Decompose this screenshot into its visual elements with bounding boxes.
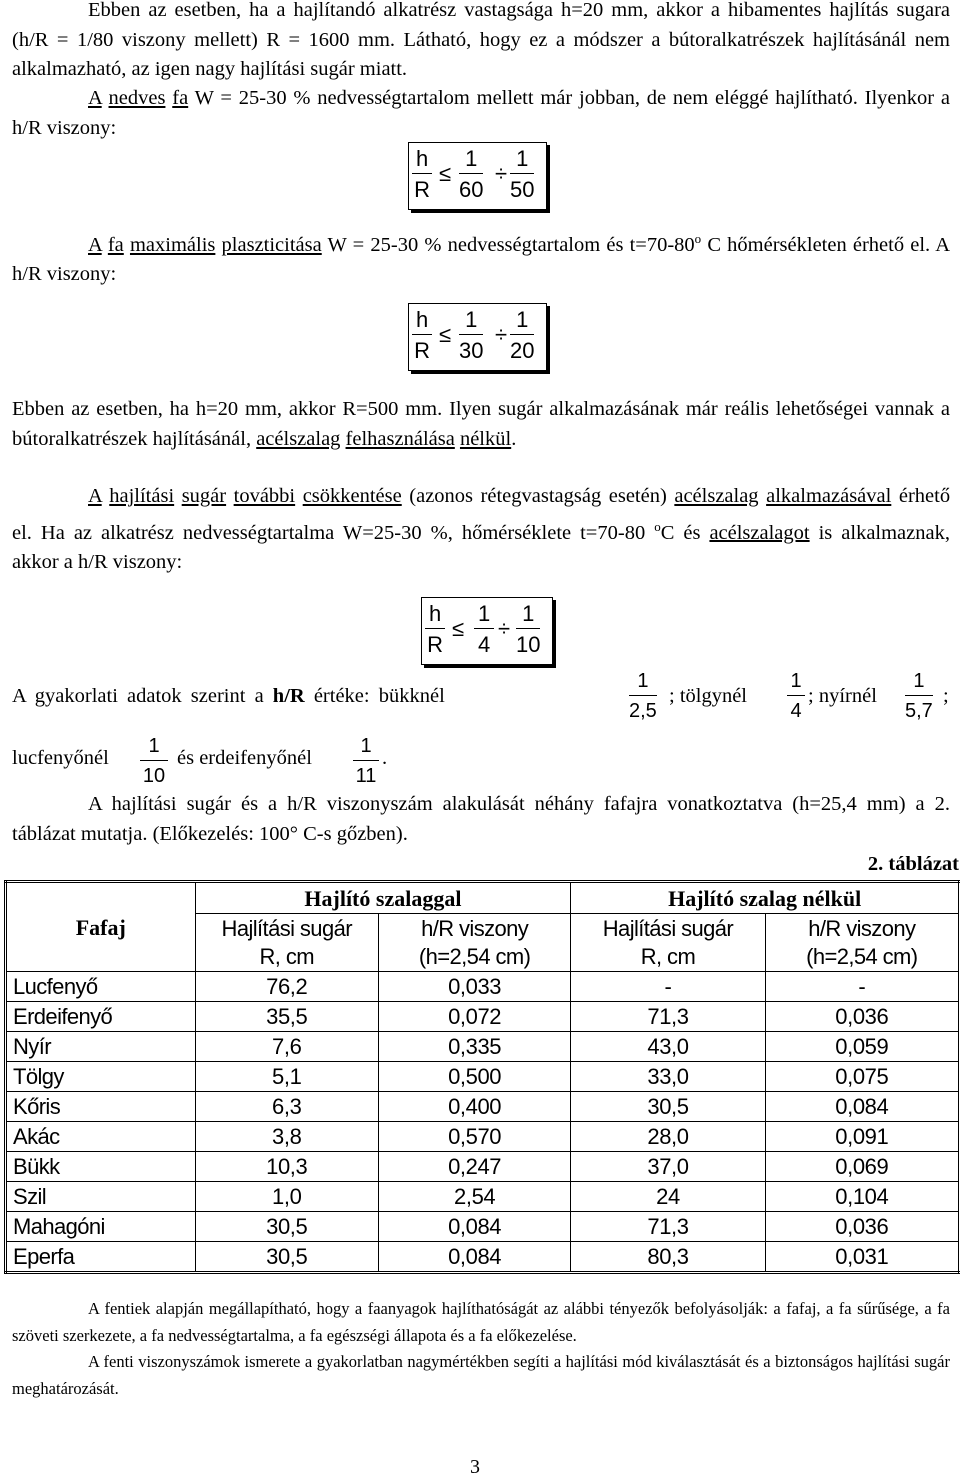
cell-value: 0,059	[765, 1032, 959, 1062]
underlined-word: maximális	[129, 233, 216, 256]
paragraph-6: A hajlítási sugár és a h/R viszonyszám alakulását néhány fafajra vonatkoztatva (h=25,4 mm) a 2. táblázat mutatja. (Előkezelés: 100° C-s gőzben).	[12, 793, 950, 845]
fraction-h-over-R: $\frac{h}{R}$	[412, 307, 432, 364]
underlined-word: felhasználása	[345, 427, 455, 450]
paragraph-text: és erdeifenyőnél	[177, 747, 312, 769]
degree-superscript: o	[654, 518, 661, 534]
less-equal-sign: ≤	[439, 161, 452, 186]
note-paragraph-2: A fenti viszonyszámok ismerete a gyakorlatban nagymértékben segíti a hajlítási mód kiválasztását és a biztonságos hajlítási sugár meghatározását.	[12, 1352, 950, 1398]
paragraph-4	[12, 395, 950, 454]
cell-value: 0,084	[765, 1092, 959, 1122]
cell-value: 3,8	[195, 1122, 378, 1152]
species-table	[4, 880, 960, 1274]
division-sign: ÷	[498, 616, 511, 641]
formula-box-3	[421, 597, 553, 665]
degree-superscript: o	[694, 231, 702, 246]
cell-value: 0,104	[765, 1182, 959, 1212]
underlined-word: A	[88, 233, 102, 256]
subheader-line: R, cm	[259, 943, 314, 969]
cell-value: 30,5	[195, 1212, 378, 1242]
subheader-line: (h=2,54 cm)	[418, 943, 531, 969]
cell-value: 0,075	[765, 1062, 959, 1092]
fraction-h-over-R: $\frac{h}{R}$	[425, 601, 445, 658]
fraction-1-over-50: $\frac{1}{50}$	[510, 146, 535, 202]
practical-values-line	[12, 682, 445, 712]
cell-value: 43,0	[571, 1032, 765, 1062]
subheader-line: Hajlítási sugár	[221, 915, 352, 941]
paragraph-text: A gyakorlati adatok szerint a	[12, 685, 273, 707]
bold-term: h/R	[272, 685, 305, 707]
paragraph-text: ;	[943, 685, 949, 707]
cell-species: Eperfa	[6, 1242, 196, 1273]
cell-value: 0,247	[378, 1152, 570, 1182]
underlined-word: hajlítási	[109, 485, 175, 507]
paragraph-text: W = 25-30 % nedvességtartalom és t=70-80	[321, 233, 695, 256]
cell-value: 76,2	[195, 972, 378, 1002]
table-row	[6, 1242, 960, 1273]
header-without-strap: Hajlító szalag nélkül	[571, 882, 960, 914]
cell-value: 10,3	[195, 1152, 378, 1182]
cell-value: 6,3	[195, 1092, 378, 1122]
subheader-line: h/R viszony	[808, 915, 916, 941]
header-species: Fafaj	[6, 882, 196, 972]
cell-value: 0,069	[765, 1152, 959, 1182]
subheader-line: h/R viszony	[421, 915, 529, 941]
underlined-word: plaszticitása	[221, 233, 322, 256]
cell-species: Mahagóni	[6, 1212, 196, 1242]
paragraph-text: C és	[660, 521, 710, 544]
less-equal-sign: ≤	[452, 616, 465, 641]
cell-value: 71,3	[571, 1212, 765, 1242]
cell-species: Lucfenyő	[6, 972, 196, 1002]
fraction-1-over-4: $\frac{1}{4}$	[474, 601, 494, 658]
paragraph-1: Ebben az esetben, ha a hajlítandó alkatrész vastagsága h=20 mm, akkor a hibamentes hajlítás sugara (h/R = 1/80 viszony mellett) R = 1600 mm. Látható, hogy ez a módszer a bútoralkatrészek hajlításánál nem alkalmazható, az igen nagy hajlítási sugár miatt.	[12, 0, 950, 80]
cell-species: Tölgy	[6, 1062, 196, 1092]
fraction-birch: $\frac{1}{5,7}$	[905, 670, 933, 722]
cell-value: 0,400	[378, 1092, 570, 1122]
underlined-word: A	[88, 87, 102, 109]
cell-species: Nyír	[6, 1032, 196, 1062]
cell-value: 35,5	[195, 1002, 378, 1032]
cell-value: 28,0	[571, 1122, 765, 1152]
paragraph-text: lucfenyőnél	[12, 747, 109, 769]
table-row	[6, 1062, 960, 1092]
table-caption: 2. táblázat	[867, 853, 959, 875]
subheader-line: R, cm	[640, 943, 696, 969]
fraction-1-over-10: $\frac{1}{10}$	[516, 601, 541, 657]
cell-value: 24	[571, 1182, 765, 1212]
subheader-radius	[571, 914, 765, 972]
fraction-h-over-R: $\frac{h}{R}$	[412, 146, 432, 203]
header-with-strap: Hajlító szalaggal	[195, 882, 571, 914]
formula-box-1	[408, 142, 547, 210]
fraction-spruce: $\frac{1}{10}$	[140, 734, 168, 788]
underlined-word: további	[233, 485, 296, 507]
fraction-1-over-20: $\frac{1}{20}$	[510, 307, 535, 363]
paragraph-text: C hőmérsékleten érhető el. A h/R viszony:	[12, 233, 951, 286]
table-row	[6, 1002, 960, 1032]
subheader-ratio	[378, 914, 570, 972]
cell-value: 0,033	[378, 972, 570, 1002]
subheader-line: (h=2,54 cm)	[806, 943, 918, 969]
paragraph-text: ; tölgynél	[669, 685, 748, 707]
underlined-word: A	[88, 485, 102, 507]
underlined-word: acélszalag	[256, 427, 341, 450]
page-number: 3	[470, 1456, 480, 1478]
cell-value: 0,570	[378, 1122, 570, 1152]
paragraph-text: .	[511, 427, 517, 450]
paragraph-3	[12, 224, 950, 290]
paragraph-text: W = 25-30 % nedvességtartalom mellett már jobban, de nem eléggé hajlítható. Ilyenkor a h/R viszony:	[12, 87, 951, 139]
fraction-1-over-60: $\frac{1}{60}$	[459, 146, 484, 202]
fraction-pine: $\frac{1}{11}$	[353, 734, 379, 788]
note-paragraph-1: A fentiek alapján megállapítható, hogy a faanyagok hajlíthatóságát az alábbi tényezők befolyásolják: a fafaj, a fa sűrűsége, a fa szöveti szerkezete, a fa nedvességtartalma, a fa egészségi állapota és a fa előkezelése.	[12, 1299, 950, 1345]
paragraph-text: (azonos rétegvastagság esetén)	[401, 485, 675, 507]
table-row	[6, 1152, 960, 1182]
underlined-word: fa	[107, 233, 124, 256]
cell-species: Szil	[6, 1182, 196, 1212]
cell-value: 30,5	[571, 1092, 765, 1122]
table-row	[6, 1182, 960, 1212]
cell-value: 0,500	[378, 1062, 570, 1092]
underlined-word: sugár	[181, 485, 227, 507]
cell-species: Kőris	[6, 1092, 196, 1122]
underlined-word: nedves	[108, 87, 166, 109]
cell-value: 0,091	[765, 1122, 959, 1152]
subheader-line: Hajlítási sugár	[602, 915, 734, 941]
paragraph-text: .	[382, 747, 388, 769]
cell-value: 71,3	[571, 1002, 765, 1032]
underlined-word: nélkül	[459, 427, 512, 450]
subheader-radius	[195, 914, 378, 972]
cell-value: 2,54	[378, 1182, 570, 1212]
cell-value: 0,072	[378, 1002, 570, 1032]
table-row	[6, 1032, 960, 1062]
division-sign: ÷	[495, 322, 508, 347]
underlined-word: acélszalagot	[709, 521, 810, 544]
table-row	[6, 1092, 960, 1122]
paragraph-text: érhető el. Ha az alkatrész nedvességtartalma W=25-30 %, hőmérséklete t=70-80	[12, 485, 951, 544]
less-equal-sign: ≤	[439, 322, 452, 347]
cell-value: 7,6	[195, 1032, 378, 1062]
cell-species: Erdeifenyő	[6, 1002, 196, 1032]
underlined-word: alkalmazásával	[766, 485, 892, 507]
cell-value: 80,3	[571, 1242, 765, 1273]
subheader-ratio	[765, 914, 959, 972]
fraction-beech: $\frac{1}{2,5}$	[629, 670, 657, 722]
cell-value: 5,1	[195, 1062, 378, 1092]
fraction-1-over-30: $\frac{1}{30}$	[459, 307, 484, 363]
paragraph-5	[12, 482, 950, 577]
paragraph-text: ; nyírnél	[808, 685, 877, 707]
cell-value: 0,036	[765, 1002, 959, 1032]
cell-species: Bükk	[6, 1152, 196, 1182]
cell-species: Akác	[6, 1122, 196, 1152]
table-row	[6, 972, 960, 1002]
cell-value: 30,5	[195, 1242, 378, 1273]
fraction-oak: $\frac{1}{4}$	[787, 669, 805, 723]
cell-value: 0,084	[378, 1242, 570, 1273]
paragraph-text: Ebben az esetben, ha h=20 mm, akkor R=500 mm. Ilyen sugár alkalmazásának már reális lehetőségei vannak a bútoralkatrészek hajlításánál,	[12, 398, 950, 450]
division-sign: ÷	[495, 161, 508, 186]
formula-box-2	[408, 303, 547, 371]
paragraph-text: értéke: bükknél	[304, 685, 445, 707]
cell-value: 1,0	[195, 1182, 378, 1212]
cell-value: 0,084	[378, 1212, 570, 1242]
table-row	[6, 1212, 960, 1242]
table-row	[6, 1122, 960, 1152]
underlined-word: acélszalag	[674, 485, 759, 507]
cell-value: -	[765, 972, 959, 1002]
paragraph-text: is alkalmaznak, akkor a h/R viszony:	[12, 521, 950, 573]
paragraph-2	[12, 84, 950, 143]
cell-value: 0,031	[765, 1242, 959, 1273]
cell-value: 0,335	[378, 1032, 570, 1062]
cell-value: 37,0	[571, 1152, 765, 1182]
underlined-word: fa	[172, 87, 189, 109]
underlined-word: csökkentése	[302, 485, 402, 507]
cell-value: 0,036	[765, 1212, 959, 1242]
cell-value: 33,0	[571, 1062, 765, 1092]
cell-value: -	[571, 972, 765, 1002]
